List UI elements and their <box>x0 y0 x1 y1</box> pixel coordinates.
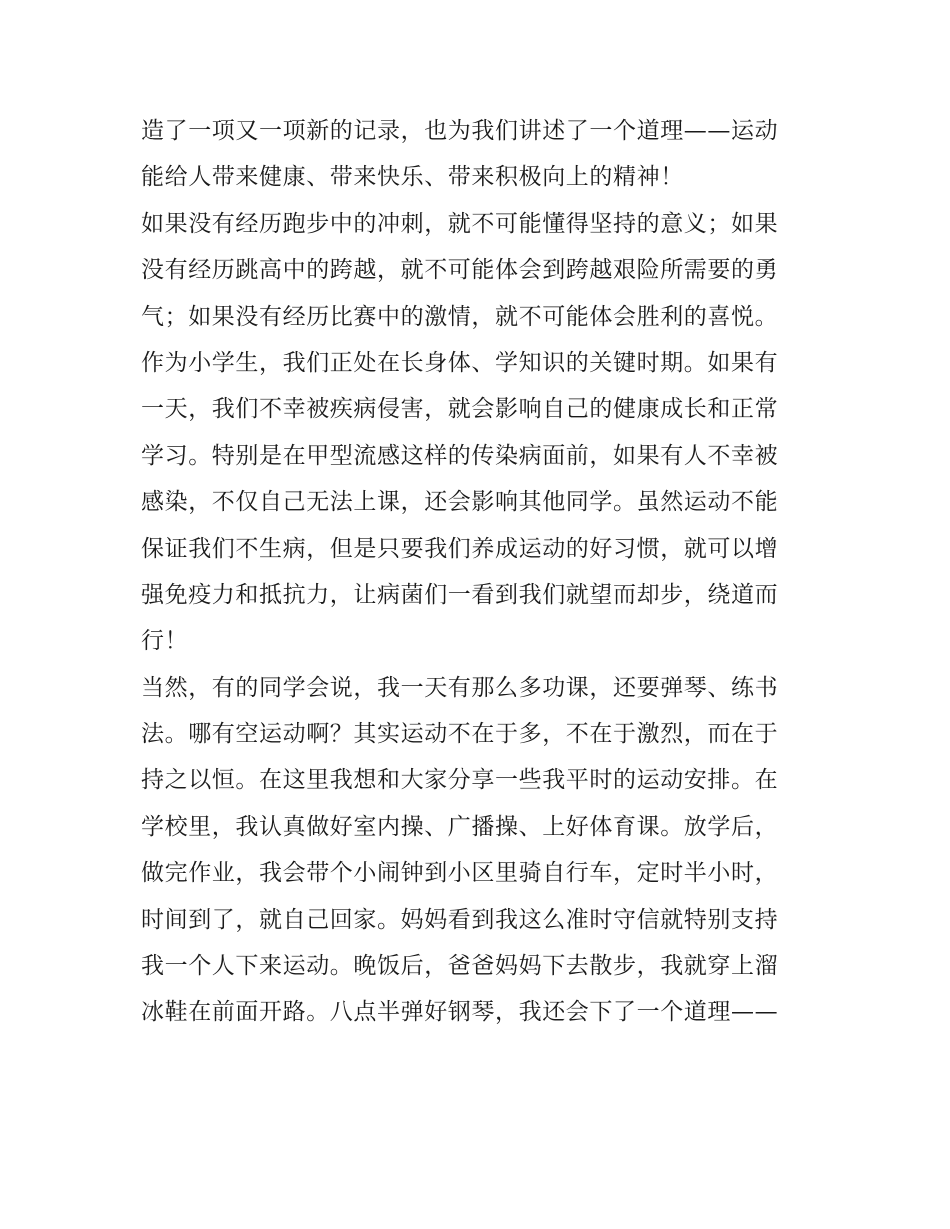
text-line: 作为小学生，我们正处在长身体、学知识的关键时期。如果有 <box>141 349 779 376</box>
text-line: 当然，有的同学会说，我一天有那么多功课，还要弹琴、练书 <box>141 674 779 701</box>
text-line: 持之以恒。在这里我想和大家分享一些我平时的运动安排。在 <box>141 767 779 794</box>
text-line: 我一个人下来运动。晚饭后，爸爸妈妈下去散步，我就穿上溜 <box>141 953 779 980</box>
text-line: 冰鞋在前面开路。八点半弹好钢琴，我还会下了一个道理—— <box>141 999 779 1026</box>
text-line: 保证我们不生病，但是只要我们养成运动的好习惯，就可以增 <box>141 535 779 562</box>
text-line: 造了一项又一项新的记录，也为我们讲述了一个道理——运动 <box>141 118 779 144</box>
text-line: 学校里，我认真做好室内操、广播操、上好体育课。放学后， <box>141 813 779 840</box>
text-line: 行！ <box>141 628 189 655</box>
text-line: 做完作业，我会带个小闹钟到小区里骑自行车，定时半小时， <box>141 860 779 887</box>
text-line: 学习。特别是在甲型流感这样的传染病面前，如果有人不幸被 <box>141 442 779 469</box>
text-line: 强免疫力和抵抗力，让病菌们一看到我们就望而却步，绕道而 <box>141 581 779 608</box>
text-line: 一天，我们不幸被疾病侵害，就会影响自己的健康成长和正常 <box>141 396 779 423</box>
text-line: 感染，不仅自己无法上课，还会影响其他同学。虽然运动不能 <box>141 489 779 516</box>
text-line: 气；如果没有经历比赛中的激情，就不可能体会胜利的喜悦。 <box>141 303 779 330</box>
text-line: 时间到了，就自己回家。妈妈看到我这么准时守信就特别支持 <box>141 906 779 933</box>
text-line: 能给人带来健康、带来快乐、带来积极向上的精神！ <box>141 164 684 191</box>
body-text <box>141 108 821 1036</box>
text-line: 法。哪有空运动啊？其实运动不在于多，不在于激烈，而在于 <box>141 721 779 748</box>
text-line: 没有经历跳高中的跨越，就不可能体会到跨越艰险所需要的勇 <box>141 257 779 284</box>
text-line: 如果没有经历跑步中的冲刺，就不可能懂得坚持的意义；如果 <box>141 210 779 237</box>
